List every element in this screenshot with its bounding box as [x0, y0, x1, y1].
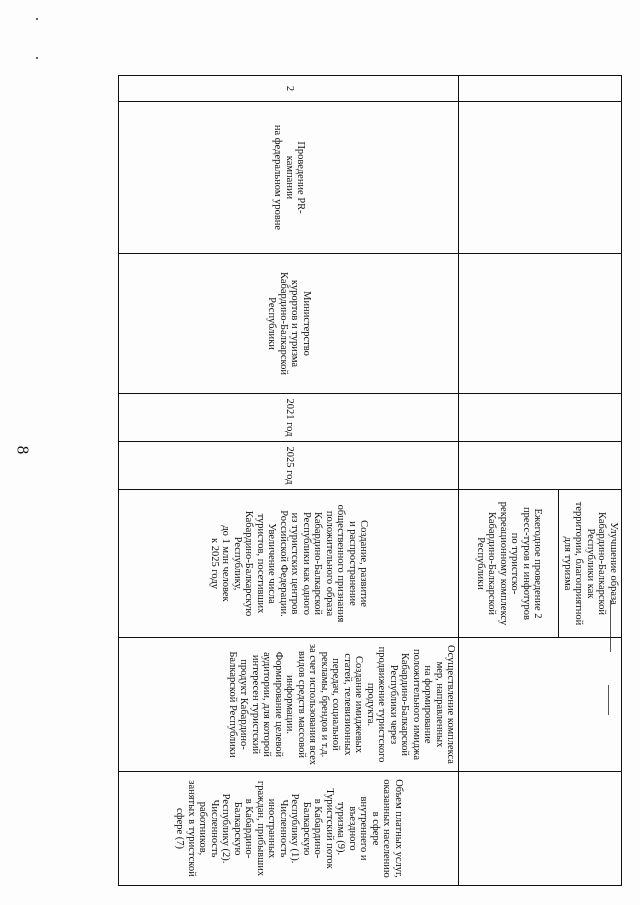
- cell-end: [119, 442, 459, 490]
- rotated-table-container: [126, 75, 622, 885]
- cell-empty: [459, 442, 622, 490]
- cell-start: [119, 394, 459, 442]
- cell-result: [119, 490, 459, 638]
- cell-empty: [459, 102, 622, 254]
- indicator-text: Ежегодное проведение 2 пресс-туров и инфотуров по туристско- рекреационному комплексу Кабардино-Балкарской Республики: [475, 501, 544, 626]
- result-text: Создание, развитие и распространение общественного признания положительного образа Кабардино-Балкарской Республики как одного из туристских центров Российской Федерации. Увеличение числа туристов, посетивших Кабардино-Балкарскую Республику, до 1 млн человек к 2025 году: [209, 504, 370, 623]
- goal-text: Улучшение образа Кабардино-Балкарской Республики как территории, благоприятной для туризма: [562, 501, 619, 626]
- cell-content: [119, 638, 459, 772]
- cell-empty: [459, 772, 622, 886]
- table-region: [126, 75, 622, 885]
- cell-goal: [559, 490, 622, 638]
- cell-empty: [459, 76, 622, 102]
- cell-link: [119, 772, 459, 886]
- end-year: 2025 год: [283, 446, 295, 485]
- event-text: Проведение PR- кампании на федеральном уровне: [272, 124, 307, 231]
- program-table: [119, 75, 623, 886]
- cell-empty: [459, 638, 622, 772]
- cell-empty: [459, 254, 622, 394]
- scan-speck: [36, 57, 38, 59]
- cell-responsible: [119, 254, 459, 394]
- page-number: 8: [13, 445, 33, 455]
- row-number: 2: [283, 85, 295, 92]
- link-text: Объем платных услуг, оказанных населению в сфере внутреннего и въездного туризма (9). Туристский поток в Кабардино-Балкарскую Республику (1). Численность иностранных граждан, прибывших в Кабардино-Балкарскую Республику (2). Численность работников, занятых в туристской сфере (7): [174, 779, 404, 878]
- cell-event: [119, 102, 459, 254]
- cell-indicator: [459, 490, 559, 638]
- responsible-text: Министерство курортов и туризма Кабардино-Балкарской Республики: [266, 272, 312, 375]
- cell-empty: [459, 394, 622, 442]
- table-row: [559, 76, 622, 886]
- scan-speck: [36, 18, 38, 20]
- table-row: [119, 76, 459, 886]
- start-year: 2021 год: [283, 398, 295, 437]
- cell-number: [119, 76, 459, 102]
- content-text: Осуществление комплекса мер, направленных на формирование положительного имиджа Кабардино-Балкарской Республики через продвижение туристского продукта. Создание имиджевых статей, телевизионных передач, социальной рекламы, брендов и т.д. за счет использования всех видов средств массовой информации. Формирование целевой аудитории, для которой интересен туристский продукт Кабардино- Балкарской Республики: [227, 643, 457, 766]
